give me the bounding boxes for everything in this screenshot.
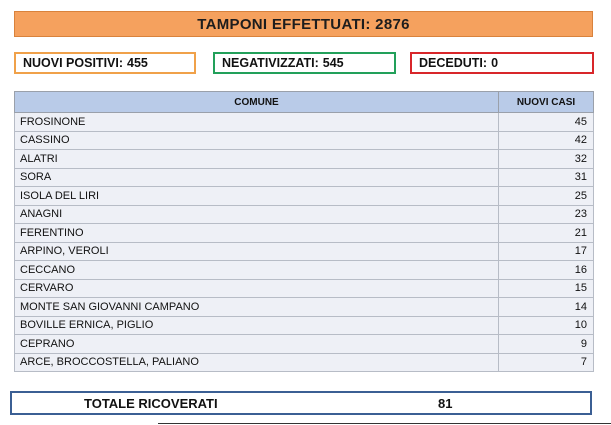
nuovi-casi-cell: 15 [499,279,594,298]
nuovi-casi-cell: 42 [499,131,594,150]
totale-ricoverati-value: 81 [438,395,453,411]
nuovi-casi-cell: 45 [499,113,594,132]
comune-cell: BOVILLE ERNICA, PIGLIO [15,316,499,335]
nuovi-casi-cell: 16 [499,261,594,280]
nuovi-positivi-value: 455 [127,56,148,70]
comune-cell: ARPINO, VEROLI [15,242,499,261]
table-row [15,279,594,298]
comune-cell: CECCANO [15,261,499,280]
tamponi-label: TAMPONI EFFETTUATI: [197,15,371,33]
table-row [15,205,594,224]
negativizzati-label: NEGATIVIZZATI: [222,56,319,70]
table-row [15,224,594,243]
nuovi-casi-cell: 10 [499,316,594,335]
deceduti-value: 0 [491,56,499,70]
nuovi-positivi-label: NUOVI POSITIVI: [23,56,124,70]
table-row [15,113,594,132]
tamponi-value: 2876 [375,15,410,33]
comune-cell: ARCE, BROCCOSTELLA, PALIANO [15,353,499,372]
table-row [15,150,594,169]
nuovi-casi-cell: 23 [499,205,594,224]
comune-cell: FERENTINO [15,224,499,243]
table-row [15,168,594,187]
table-row [15,242,594,261]
nuovi-casi-cell: 21 [499,224,594,243]
nuovi-casi-cell: 31 [499,168,594,187]
deceduti-label: DECEDUTI: [419,56,488,70]
nuovi-casi-cell: 7 [499,353,594,372]
comune-cell: ISOLA DEL LIRI [15,187,499,206]
comune-cell: ALATRI [15,150,499,169]
comuni-table [14,91,594,372]
nuovi-casi-cell: 9 [499,335,594,354]
nuovi-positivi-box [14,52,196,74]
comune-cell: CASSINO [15,131,499,150]
table-row [15,261,594,280]
header-nuovi-casi: NUOVI CASI [499,92,594,113]
table-row [15,187,594,206]
table-row [15,298,594,317]
nuovi-casi-cell: 17 [499,242,594,261]
totale-ricoverati-label: TOTALE RICOVERATI [84,395,218,411]
deceduti-box [410,52,594,74]
nuovi-casi-cell: 32 [499,150,594,169]
comune-cell: MONTE SAN GIOVANNI CAMPANO [15,298,499,317]
comune-cell: FROSINONE [15,113,499,132]
comune-cell: ANAGNI [15,205,499,224]
comune-cell: SORA [15,168,499,187]
table-row [15,316,594,335]
negativizzati-box [213,52,396,74]
table-row [15,335,594,354]
tamponi-banner [14,11,593,37]
nuovi-casi-cell: 14 [499,298,594,317]
table-header-row [15,92,594,113]
table-row [15,353,594,372]
table-row [15,131,594,150]
nuovi-casi-cell: 25 [499,187,594,206]
comune-cell: CERVARO [15,279,499,298]
negativizzati-value: 545 [322,56,344,70]
header-comune: COMUNE [15,92,499,113]
totale-ricoverati-box [10,391,592,415]
bottom-rule [158,423,611,424]
comune-cell: CEPRANO [15,335,499,354]
